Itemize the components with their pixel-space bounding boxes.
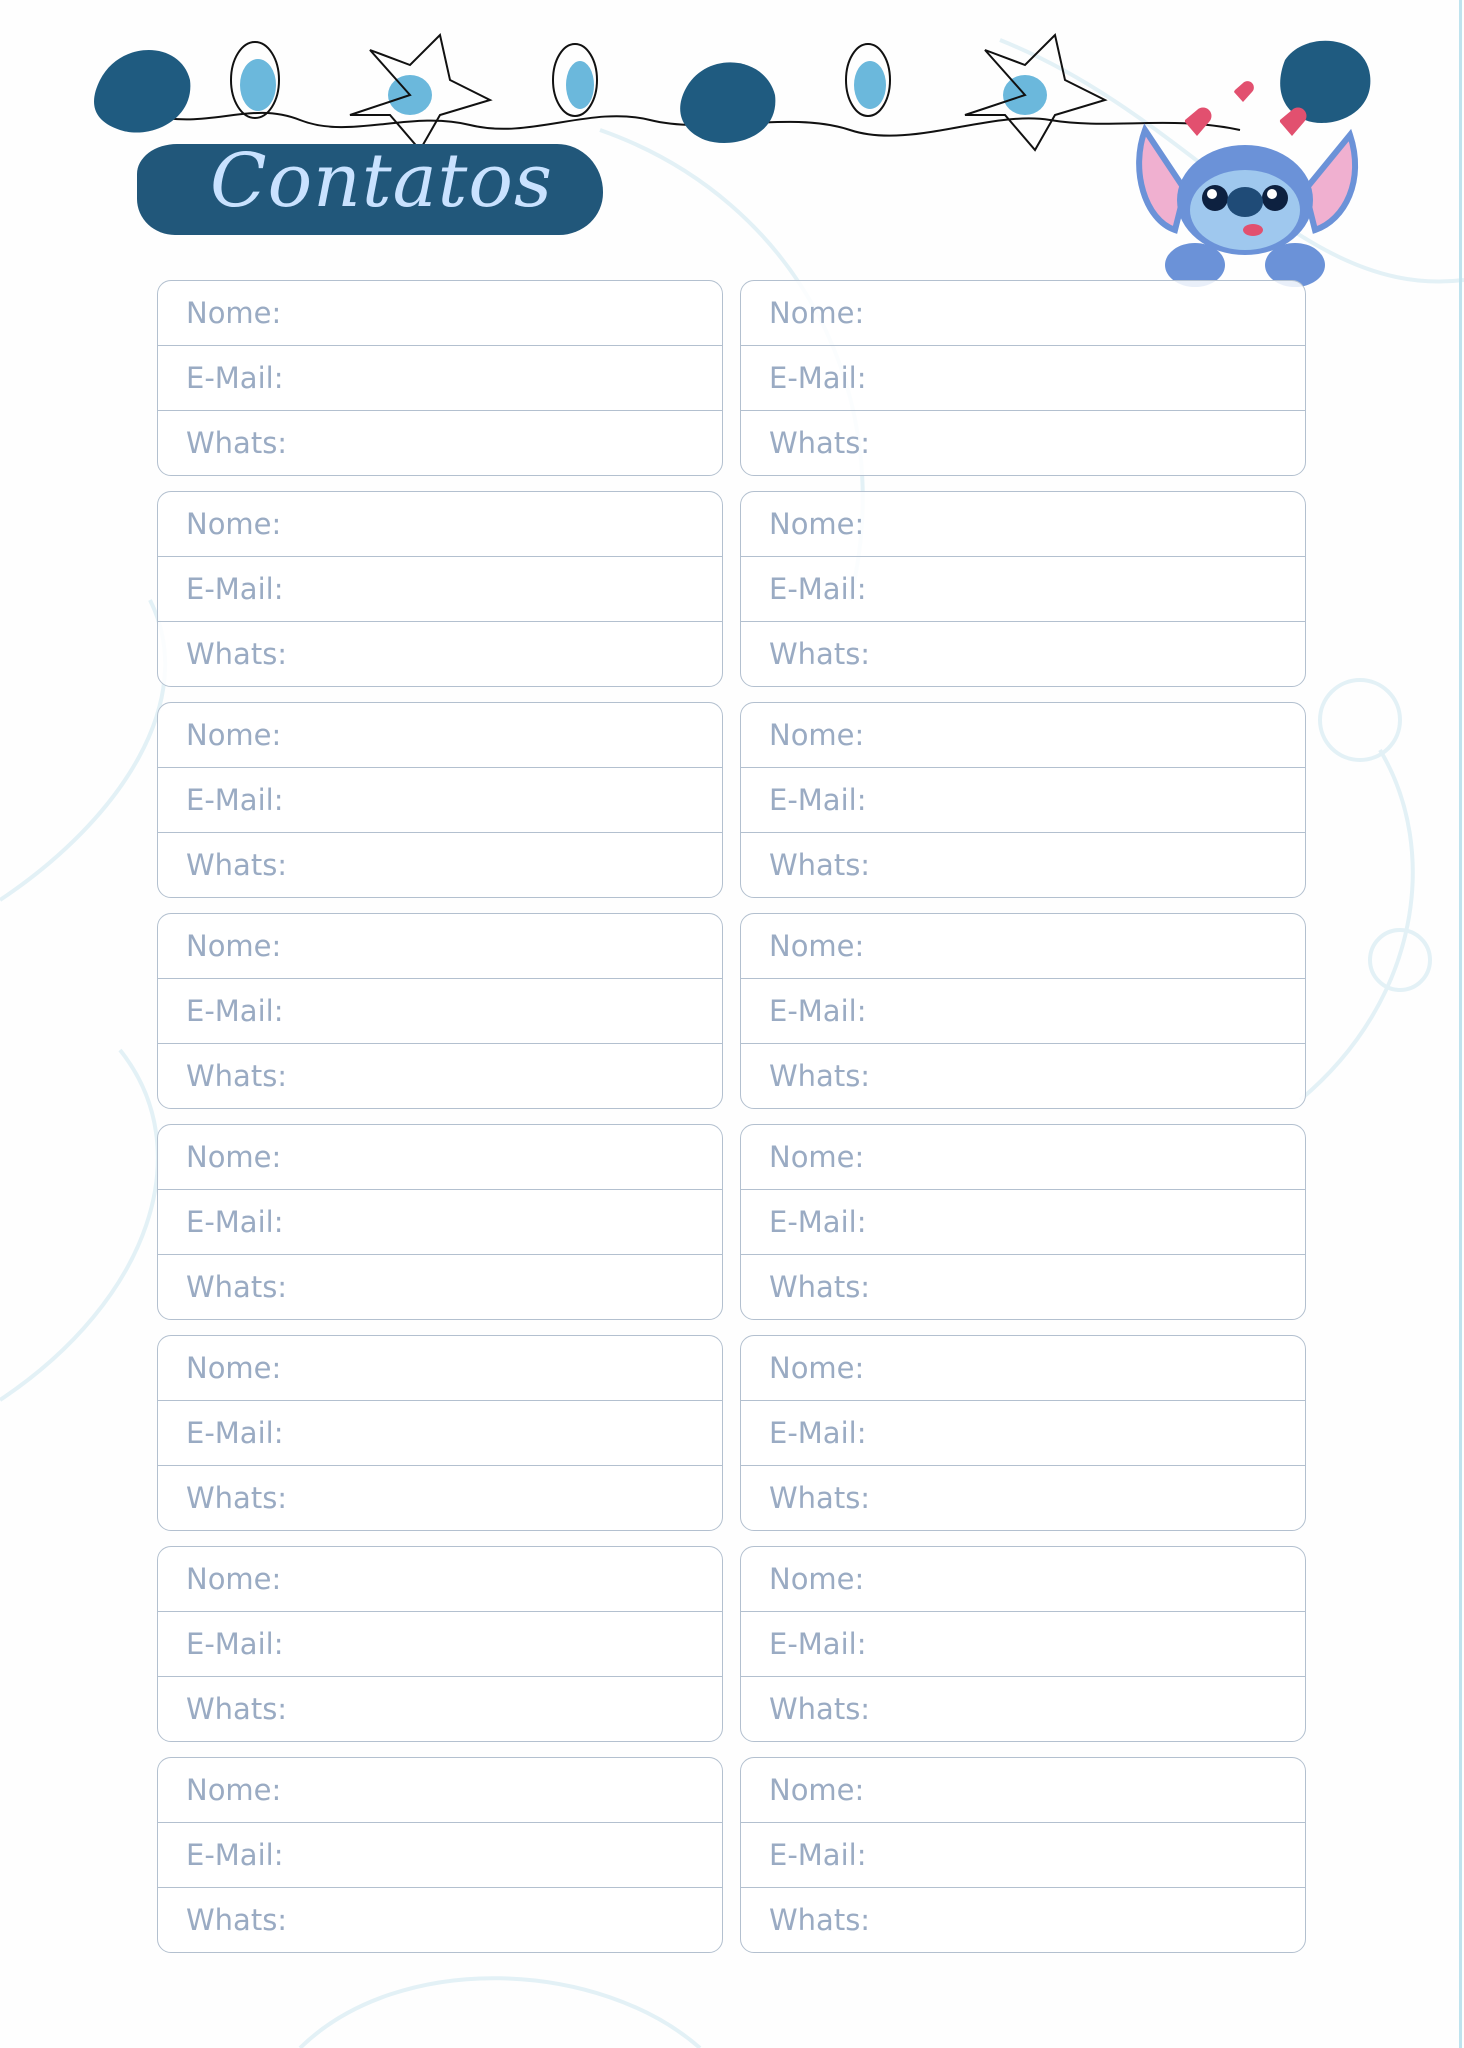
contact-card	[157, 1124, 723, 1320]
name-field-label: Nome:	[769, 1562, 865, 1596]
name-field-label: Nome:	[769, 1773, 865, 1807]
whats-field[interactable]	[158, 1888, 722, 1952]
whats-field-label: Whats:	[769, 1059, 871, 1093]
email-field-label: E-Mail:	[186, 1416, 284, 1450]
whats-field-label: Whats:	[769, 1481, 871, 1515]
email-field-label: E-Mail:	[769, 572, 867, 606]
name-field[interactable]	[741, 1758, 1305, 1823]
email-field[interactable]	[741, 1612, 1305, 1677]
email-field[interactable]	[741, 557, 1305, 622]
whats-field[interactable]	[741, 833, 1305, 897]
whats-field-label: Whats:	[769, 1903, 871, 1937]
name-field[interactable]	[741, 1547, 1305, 1612]
whats-field[interactable]	[741, 1466, 1305, 1530]
whats-field-label: Whats:	[769, 848, 871, 882]
name-field-label: Nome:	[186, 718, 282, 752]
contact-card	[740, 491, 1306, 687]
contact-card	[157, 1546, 723, 1742]
whats-field[interactable]	[741, 1677, 1305, 1741]
email-field-label: E-Mail:	[186, 783, 284, 817]
whats-field[interactable]	[741, 1888, 1305, 1952]
email-field[interactable]	[741, 768, 1305, 833]
whats-field-label: Whats:	[769, 1692, 871, 1726]
contact-card	[157, 913, 723, 1109]
name-field[interactable]	[158, 1547, 722, 1612]
whats-field-label: Whats:	[769, 1270, 871, 1304]
email-field-label: E-Mail:	[186, 1205, 284, 1239]
whats-field[interactable]	[158, 833, 722, 897]
name-field-label: Nome:	[769, 1140, 865, 1174]
email-field[interactable]	[158, 979, 722, 1044]
whats-field-label: Whats:	[186, 848, 288, 882]
whats-field-label: Whats:	[769, 637, 871, 671]
page-edge-line	[1459, 0, 1462, 2048]
email-field[interactable]	[741, 346, 1305, 411]
email-field-label: E-Mail:	[186, 994, 284, 1028]
contact-card	[157, 1757, 723, 1953]
name-field-label: Nome:	[186, 1773, 282, 1807]
whats-field[interactable]	[741, 1255, 1305, 1319]
email-field-label: E-Mail:	[769, 994, 867, 1028]
whats-field-label: Whats:	[186, 1270, 288, 1304]
email-field[interactable]	[158, 768, 722, 833]
contact-card	[157, 491, 723, 687]
contact-card	[740, 702, 1306, 898]
name-field[interactable]	[158, 281, 722, 346]
whats-field-label: Whats:	[186, 1059, 288, 1093]
name-field-label: Nome:	[769, 1351, 865, 1385]
email-field[interactable]	[158, 346, 722, 411]
email-field-label: E-Mail:	[769, 783, 867, 817]
name-field[interactable]	[741, 281, 1305, 346]
contact-card	[157, 1335, 723, 1531]
email-field[interactable]	[741, 1190, 1305, 1255]
whats-field-label: Whats:	[186, 1692, 288, 1726]
contacts-grid	[157, 280, 1306, 1953]
name-field[interactable]	[741, 1125, 1305, 1190]
contact-card	[157, 280, 723, 476]
email-field[interactable]	[158, 1190, 722, 1255]
whats-field[interactable]	[158, 1044, 722, 1108]
whats-field-label: Whats:	[769, 426, 871, 460]
email-field[interactable]	[158, 557, 722, 622]
name-field[interactable]	[741, 492, 1305, 557]
contact-card	[740, 1124, 1306, 1320]
email-field-label: E-Mail:	[186, 361, 284, 395]
email-field-label: E-Mail:	[769, 1205, 867, 1239]
email-field[interactable]	[158, 1401, 722, 1466]
email-field-label: E-Mail:	[769, 361, 867, 395]
whats-field-label: Whats:	[186, 1903, 288, 1937]
whats-field[interactable]	[158, 622, 722, 686]
name-field-label: Nome:	[769, 929, 865, 963]
name-field-label: Nome:	[769, 718, 865, 752]
name-field-label: Nome:	[186, 1351, 282, 1385]
contact-card	[740, 280, 1306, 476]
name-field[interactable]	[158, 492, 722, 557]
email-field-label: E-Mail:	[186, 572, 284, 606]
whats-field-label: Whats:	[186, 1481, 288, 1515]
email-field-label: E-Mail:	[769, 1416, 867, 1450]
name-field[interactable]	[158, 1336, 722, 1401]
email-field-label: E-Mail:	[186, 1627, 284, 1661]
email-field[interactable]	[741, 979, 1305, 1044]
contact-card	[740, 913, 1306, 1109]
contact-card	[740, 1546, 1306, 1742]
contact-card	[740, 1757, 1306, 1953]
name-field[interactable]	[158, 914, 722, 979]
whats-field[interactable]	[158, 1255, 722, 1319]
whats-field[interactable]	[741, 1044, 1305, 1108]
name-field-label: Nome:	[186, 929, 282, 963]
name-field-label: Nome:	[186, 1140, 282, 1174]
whats-field[interactable]	[741, 622, 1305, 686]
name-field[interactable]	[158, 1125, 722, 1190]
email-field[interactable]	[741, 1401, 1305, 1466]
contact-card	[157, 702, 723, 898]
email-field-label: E-Mail:	[769, 1838, 867, 1872]
whats-field[interactable]	[158, 1466, 722, 1530]
email-field-label: E-Mail:	[769, 1627, 867, 1661]
whats-field[interactable]	[741, 411, 1305, 475]
name-field-label: Nome:	[769, 296, 865, 330]
name-field-label: Nome:	[186, 1562, 282, 1596]
email-field-label: E-Mail:	[186, 1838, 284, 1872]
name-field[interactable]	[158, 703, 722, 768]
name-field[interactable]	[741, 1336, 1305, 1401]
name-field[interactable]	[158, 1758, 722, 1823]
whats-field-label: Whats:	[186, 426, 288, 460]
whats-field-label: Whats:	[186, 637, 288, 671]
contact-card	[740, 1335, 1306, 1531]
name-field[interactable]	[741, 914, 1305, 979]
name-field-label: Nome:	[186, 507, 282, 541]
email-field[interactable]	[741, 1823, 1305, 1888]
whats-field[interactable]	[158, 411, 722, 475]
page-title: Contatos	[210, 138, 553, 224]
whats-field[interactable]	[158, 1677, 722, 1741]
email-field[interactable]	[158, 1612, 722, 1677]
name-field[interactable]	[741, 703, 1305, 768]
email-field[interactable]	[158, 1823, 722, 1888]
name-field-label: Nome:	[186, 296, 282, 330]
stitch-mascot-illustration	[1125, 80, 1365, 295]
name-field-label: Nome:	[769, 507, 865, 541]
